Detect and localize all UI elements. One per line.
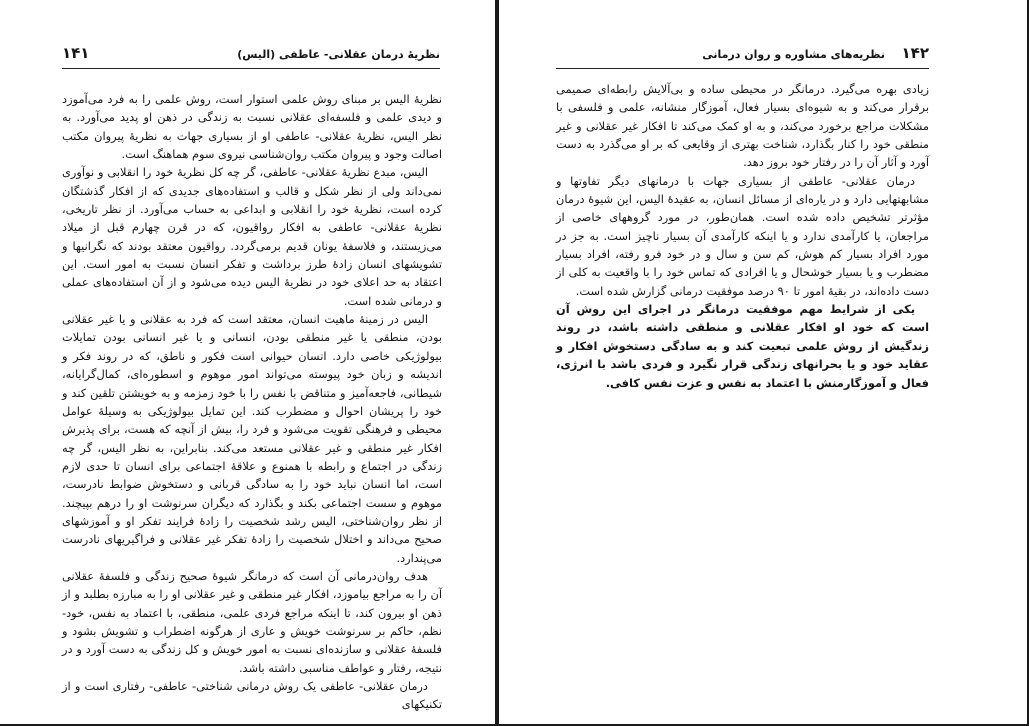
left-running-title: نظریهٔ درمان عقلانی- عاطفی (الیس) (237, 48, 440, 61)
right-page-number: ۱۴۲ (901, 44, 929, 62)
right-paragraph: زیادی بهره می‌گیرد. درمانگر در محیطی ساده و بی‌آلایش رابطه‌ای صمیمی برقرار می‌کند و به شیوه‌ای بسیار فعال، آموزگار منشانه، علمی و فلسفی با مشکلات مراجع برخورد می‌کند، و به او کمک می‌کند تا افکار غیر عقلانی و غیر منطقی خود را کنار بگذارد، شناخت بهتری از وقایعی که بر او می‌گذرد به دست آورد و آثار آن را در رفتار خود بروز دهد. (556, 82, 929, 170)
right-page-header (556, 44, 929, 64)
left-page-header (62, 44, 440, 64)
right-header-rule (556, 68, 929, 69)
page-gutter-divider (495, 0, 499, 726)
left-paragraph: الیس در زمینهٔ ماهیت انسان، معتقد است که فرد به عقلانی و یا غیر عقلانی بودن، منطقی یا غیر منطقی بودن، انسانی و یا غیر انسانی بودن تمایلات بیولوژیکی خاصی دارد. انسان حیوانی است فکور و ناطق، که در روند فکر و اندیشه و زبان خود پیوسته می‌تواند امور موهوم و اسطوره‌ای، کمال‌گرایانه، شیطانی، فاجعه‌آمیز و متناقض با نفس را با خود زمزمه و به خویشتن تلقین کند و خود را پریشان احوال و مضطرب کند. این تمایل بیولوژیکی به وسیلهٔ عوامل محیطی و فرهنگی تقویت می‌شود و فرد را، بیش از آنچه که هست، برای پذیرش افکار غیر منطقی و غیر عقلانی مستعد می‌کند. بنابراین، به نظر الیس، گر چه زندگی در اجتماع و رابطه با همنوع و علاقهٔ اجتماعی برای انسان تا حدی لازم است، اما انسان نباید خود را به سادگی قربانی و دستخوش ضوابط نادرست، موهوم و سست اجتماعی بکند و بگذارد که دیگران سرنوشت او را درهم بپیچند. از نظر روان‌شناختی، الیس رشد شخصیت را زادهٔ فرایند تفکر او و آموزشهای صحیح می‌داند و اختلال شخصیت را زادهٔ تفکر غیر عقلانی و فراگیریهای نادرست می‌پندارد. (62, 312, 442, 565)
right-running-title: نظریه‌های مشاوره و روان درمانی (702, 48, 885, 61)
left-page-number: ۱۴۱ (62, 44, 90, 62)
right-paragraph: یکی از شرایط مهم موفقیت درمانگر در اجرای این روش آن است که خود او افکار عقلانی و منطقی داشته باشد، در روند زندگیش از روش علمی تبعیت کند و به سادگی دستخوش افکار و عقاید خود و یا بحرانهای زندگی قرار نگیرد و فردی باشد با انرژی، فعال و آموزگارمنش با اعتماد به نفس و عزت نفس کافی. (556, 302, 929, 390)
left-paragraph: الیس، مبدع نظریهٔ عقلانی- عاطفی، گر چه کل نظریهٔ خود را انقلابی و نوآوری نمی‌داند ولی از نظر شکل و قالب و استفاده‌های جدیدی که از افکار گذشتگان کرده است، نظریهٔ خود را انقلابی و ابداعی به حساب می‌آورد. از نظر تاریخی، نظریهٔ عقلانی- عاطفی به افکار رواقیون، که در قرن چهارم قبل از میلاد می‌زیستند، و فلاسفهٔ یونان قدیم برمی‌گردد. رواقیون معتقد بودند که نگرانیها و تشویشهای انسان زادهٔ طرز برداشت و تفکر انسان نسبت به امور است. این اعتقاد به حد اعلای خود در نظریهٔ الیس دیده می‌شود و از آن استفاده‌های عملی و درمانی شده است. (62, 165, 442, 308)
right-paragraph: درمان عقلانی- عاطفی از بسیاری جهات با درمانهای دیگر تفاوتها و مشابهتهایی دارد و در یاره‌ای از مسائل انسان، به عقیدهٔ الیس، این شیوهٔ درمان مؤثرتر تشخیص داده شده است. همان‌طور، در مورد گروههای خاصی از مراجعان، یا کارآمدی ندارد و یا اینکه کارآمدی آن بسیار ناچیز است. به جز در مورد افراد بسیار کم هوش، کم سن و سال و در خود فرو رفته، افراد بسیار مضطرب و یا بسیار خوشحال و یا افرادی که تماس خود را با واقعیت به کلی از دست داده‌اند، در بقیهٔ امور تا ۹۰ درصد موفقیت درمانی گزارش شده است. (556, 173, 929, 298)
left-paragraph: نظریهٔ الیس بر مبنای روش علمی استوار است، روش علمی را به فرد می‌آموزد و دیدی علمی و فلسفه‌ای عقلانی نسبت به زندگی در ذهن او پدید می‌آورد. به نظر الیس، نظریهٔ عقلانی- عاطفی او از بسیاری جهات به نظریهٔ پیروان مکتب اصالت وجود و پیروان مکتب روان‌شناسی نیروی سوم هماهنگ است. (62, 92, 442, 162)
left-paragraph: هدف روان‌درمانی آن است که درمانگر شیوهٔ صحیح زندگی و فلسفهٔ عقلانی آن را به مراجع بیاموزد، افکار غیر منطقی و غیر عقلانی او را به مبارزه بطلبد و از ذهن او بیرون کند، تا اینکه مراجع فردی علمی، منطقی، با اعتماد به نفس، خود-نظم، حاکم بر سرنوشت خویش و عاری از هرگونه اضطراب و تشویش بشود و فلسفهٔ عقلانی و سازنده‌ای نسبت به امور خویش و کل زندگی به دست آورد و در نتیجه، رفتار و عواطف مناسبی داشته باشد. (62, 568, 442, 675)
right-page (500, 0, 1029, 726)
left-page (0, 0, 498, 726)
left-header-rule (62, 68, 440, 69)
left-body-text (62, 90, 442, 714)
right-body-text (556, 80, 929, 392)
left-paragraph: درمان عقلانی- عاطفی یک روش درمانی شناختی- عاطفی- رفتاری است و از تکنیکهای (62, 679, 442, 712)
